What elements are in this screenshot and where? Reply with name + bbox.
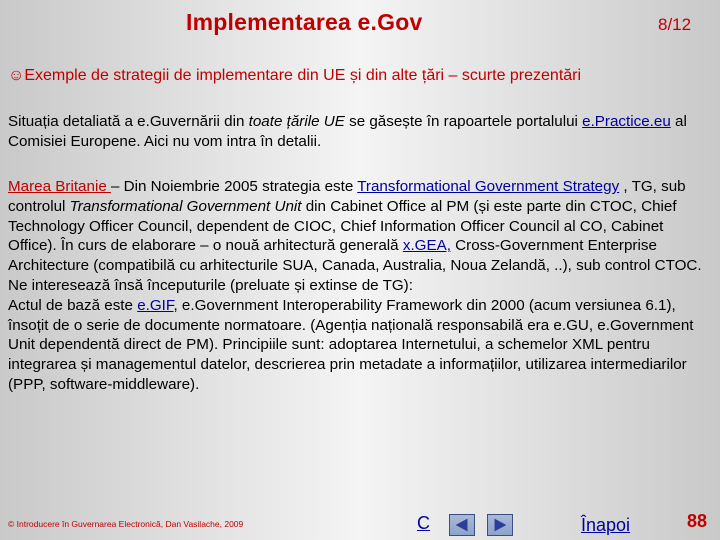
para2-text-6: Actul de bază este <box>8 296 138 314</box>
para2-text-5: Ne interesează însă începuturile (preluate și extinse de TG): <box>8 276 413 294</box>
page-indicator: 8/12 <box>658 15 692 34</box>
para2-text-1: – Din Noiembrie 2005 strategia este <box>110 178 358 195</box>
back-link[interactable]: Înapoi <box>581 515 631 535</box>
para1-italic-eu-countries: toate țările UE <box>248 113 345 130</box>
para1-text-1: Situația detaliată a e.Guvernării din <box>8 113 249 130</box>
paragraph-eu-situation <box>8 112 714 152</box>
right-triangle-icon <box>488 515 512 535</box>
xgea-link[interactable]: x.GEA, <box>402 237 451 255</box>
footer-credit: © Introducere în Guvernarea Electronică, Dan Vasilache, 2009 <box>8 519 244 529</box>
para1-text-3: al Comisiei Europene. Aici nu vom intra în detalii. <box>8 113 687 150</box>
para2-italic-tg-unit: Transformational Government Unit <box>69 197 302 215</box>
previous-slide-button[interactable] <box>449 514 475 536</box>
para1-text-2: se găsește în rapoartele portalului <box>344 113 583 130</box>
smiley-bullet-icon: ☺ <box>8 67 25 84</box>
slide-number: 88 <box>687 511 708 531</box>
slide-title: Implementarea e.Gov <box>186 9 423 35</box>
paragraph-uk-strategy <box>8 177 714 395</box>
subtitle-text: Exemple de strategii de implementare din UE și din alte țări – scurte prezentări <box>24 67 582 84</box>
para2-text-2: , TG, sub controlul <box>8 178 686 215</box>
para2-text-3: din Cabinet Office al PM (și este parte din CTOC, Chief Technology Officer Council, dependent de CIOC, Chief Information Officer Council al CO, Cabinet Office). În curs de elaborare – o nouă arhitectură generală <box>8 197 677 255</box>
subtitle <box>8 67 718 85</box>
epractice-link[interactable]: e.Practice.eu <box>582 113 671 130</box>
next-slide-button[interactable] <box>487 514 513 536</box>
para2-text-7: , e.Government Interoperability Framework din 2000 (acum versiunea 6.1), însoțit de o serie de documente normatoare. (Agenția națională responsabilă era e.GU, e.Government Unit dependentă direct de PM). Principiile sunt: adoptarea Internetului, a schemelor XML pentru integrarea și managementul datelor, descrierea prin metadate a informațiilor, utilizarea intermediarilor (PPP, software-middleware). <box>8 296 694 393</box>
egif-link[interactable]: e.GIF <box>137 296 174 314</box>
country-uk-label: Marea Britanie <box>8 178 111 195</box>
left-triangle-icon <box>450 515 474 535</box>
transformational-government-strategy-link[interactable]: Transformational Government Strategy <box>357 178 620 195</box>
para2-text-4: Cross-Government Enterprise Architecture (compatibilă cu arhitecturile SUA, Canada, Australia, Noua Zelandă, ..), sub control CTOC. <box>8 237 702 275</box>
contents-link[interactable]: C <box>417 513 430 533</box>
